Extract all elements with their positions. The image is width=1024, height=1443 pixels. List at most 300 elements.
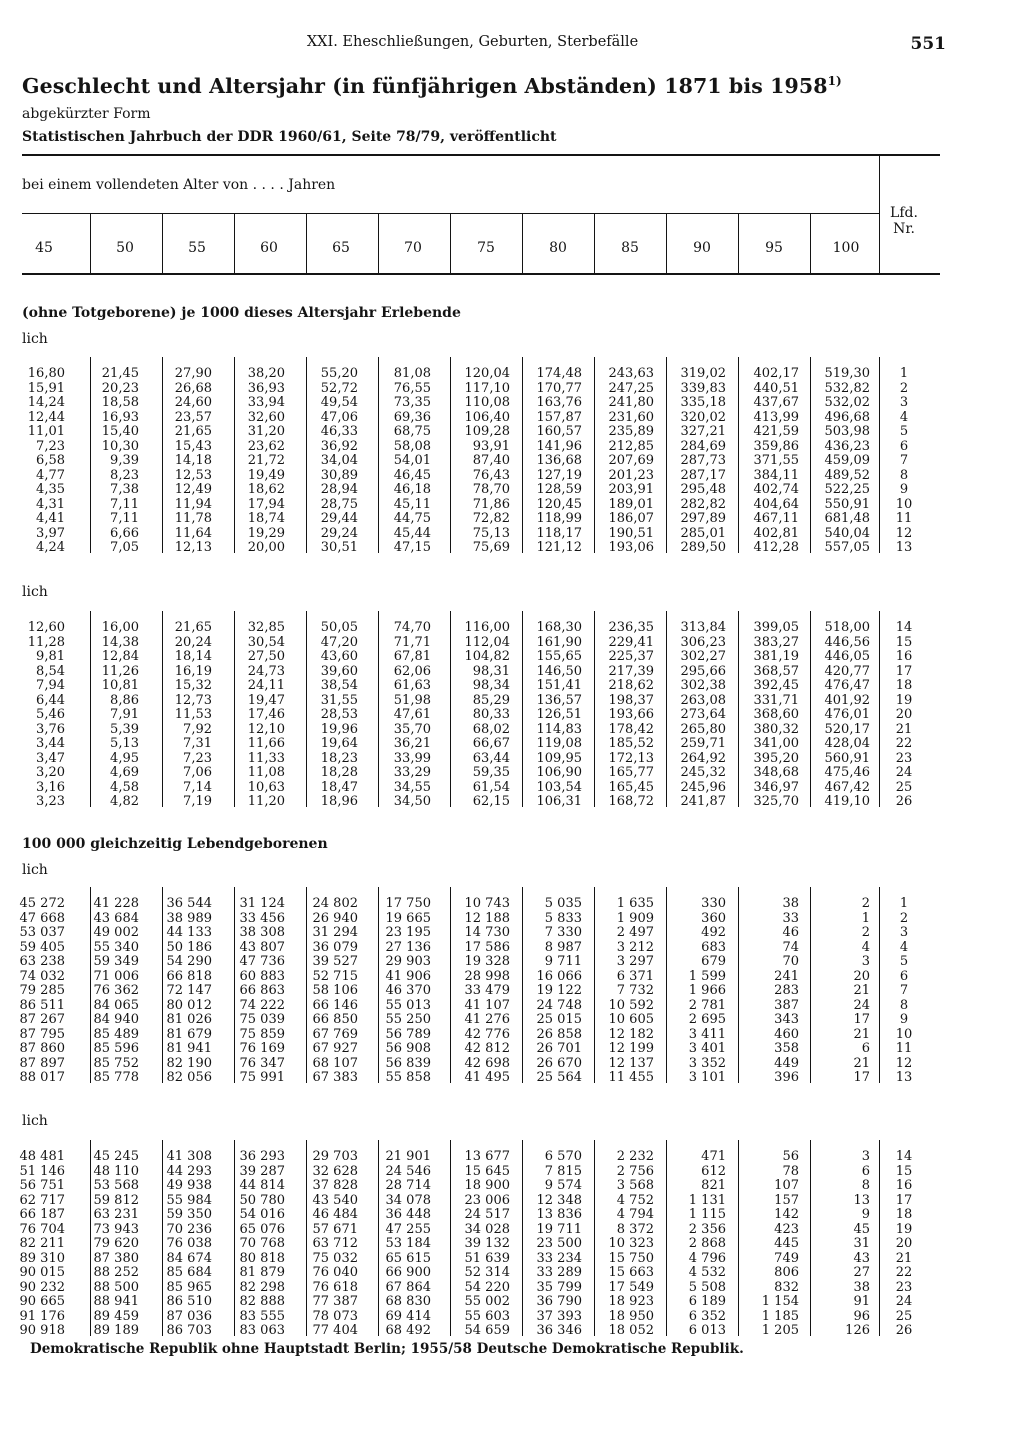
value-cell-age-70: 19 665	[385, 910, 431, 926]
row-number: 22	[895, 736, 913, 751]
value-cell-age-80: 114,83	[536, 721, 582, 737]
value-cell-age-100: 496,68	[824, 409, 870, 425]
value-cell-age-50: 85 752	[93, 1055, 139, 1071]
header-column-rule	[378, 214, 379, 274]
table-row	[0, 1266, 940, 1281]
value-cell-age-70: 68 492	[385, 1323, 431, 1338]
value-cell-age-55: 26,68	[174, 380, 212, 396]
table-row	[0, 1071, 940, 1086]
value-cell-age-70: 67 864	[385, 1279, 431, 1295]
value-cell-age-95: 445	[774, 1236, 799, 1251]
value-cell-age-75: 39 132	[464, 1236, 510, 1251]
value-cell-age-65: 36 079	[312, 939, 358, 955]
value-cell-age-90: 302,27	[680, 649, 726, 664]
value-cell-age-45: 12,60	[27, 620, 65, 635]
value-cell-age-55: 72 147	[166, 983, 212, 998]
value-cell-age-95: 371,55	[753, 453, 799, 468]
row-number: 8	[899, 467, 909, 483]
value-cell-age-60: 11,08	[247, 765, 285, 780]
value-cell-age-90: 5 508	[688, 1279, 726, 1295]
table-row	[0, 984, 940, 999]
value-cell-age-50: 89 459	[93, 1308, 139, 1324]
value-cell-age-95: 46	[782, 925, 799, 940]
value-cell-age-55: 12,73	[174, 692, 212, 708]
value-cell-age-85: 243,63	[608, 366, 654, 381]
value-cell-age-65: 39,60	[320, 663, 358, 679]
table-row	[0, 1013, 940, 1028]
value-cell-age-50: 49 002	[93, 925, 139, 940]
value-cell-age-75: 12 188	[464, 910, 510, 926]
table-row	[0, 955, 940, 970]
lfd-header-line1: Lfd.	[890, 205, 918, 221]
value-cell-age-85: 165,77	[608, 765, 654, 780]
value-cell-age-85: 231,60	[608, 409, 654, 425]
value-cell-age-80: 106,90	[536, 765, 582, 780]
value-cell-age-80: 109,95	[536, 750, 582, 766]
age-header-70: 70	[404, 240, 422, 256]
row-number: 26	[895, 794, 913, 809]
value-cell-age-60: 27,50	[247, 649, 285, 664]
value-cell-age-75: 87,40	[472, 453, 510, 468]
value-cell-age-100: 550,91	[824, 496, 870, 512]
table-row	[0, 941, 940, 956]
value-cell-age-80: 36 790	[536, 1294, 582, 1309]
value-cell-age-60: 11,33	[247, 750, 285, 766]
value-cell-age-70: 46,18	[393, 482, 431, 497]
value-cell-age-100: 9	[861, 1207, 870, 1222]
row-number: 14	[895, 620, 913, 635]
value-cell-age-80: 5 833	[544, 910, 582, 926]
row-number: 25	[895, 1308, 913, 1324]
value-cell-age-95: 359,86	[753, 438, 799, 454]
value-cell-age-55: 23,57	[174, 409, 212, 425]
age-header-95: 95	[765, 240, 783, 256]
table-row	[0, 766, 940, 781]
value-cell-age-80: 24 748	[536, 997, 582, 1013]
value-cell-age-80: 26 701	[536, 1041, 582, 1056]
value-cell-age-75: 41 107	[464, 997, 510, 1013]
lfd-header-line2: Nr.	[893, 221, 915, 237]
value-cell-age-100: 476,01	[824, 707, 870, 722]
row-number: 9	[899, 482, 909, 497]
value-cell-age-65: 38,54	[320, 678, 358, 693]
table-row	[0, 723, 940, 738]
value-cell-age-60: 75 039	[239, 1012, 285, 1027]
value-cell-age-95: 832	[774, 1279, 799, 1295]
table-row	[0, 1208, 940, 1223]
value-cell-age-50: 16,93	[101, 409, 139, 425]
value-cell-age-100: 21	[853, 1026, 870, 1042]
value-cell-age-85: 172,13	[608, 750, 654, 766]
value-cell-age-65: 67 927	[312, 1041, 358, 1056]
value-cell-age-65: 76 618	[312, 1279, 358, 1295]
value-cell-age-55: 7,14	[183, 779, 212, 795]
value-cell-age-90: 285,01	[680, 525, 726, 541]
value-cell-age-100: 532,82	[824, 380, 870, 396]
subtitle-source: Statistischen Jahrbuch der DDR 1960/61, Seite 78/79, veröffentlicht	[22, 129, 557, 145]
value-cell-age-80: 8 987	[544, 939, 582, 955]
table-row	[0, 795, 940, 810]
value-cell-age-60: 44 814	[239, 1178, 285, 1193]
table-row	[0, 621, 940, 636]
value-cell-age-75: 78,70	[472, 482, 510, 497]
value-cell-age-45: 3,20	[36, 765, 65, 780]
value-cell-age-90: 6 352	[688, 1308, 726, 1324]
header-column-rule	[90, 214, 91, 274]
value-cell-age-65: 55,20	[320, 366, 358, 381]
value-cell-age-65: 63 712	[312, 1236, 358, 1251]
value-cell-age-45: 63 238	[19, 954, 65, 969]
value-cell-age-65: 75 032	[312, 1250, 358, 1266]
value-cell-age-60: 70 768	[239, 1236, 285, 1251]
table-row	[0, 425, 940, 440]
value-cell-age-65: 58 106	[312, 983, 358, 998]
value-cell-age-100: 96	[853, 1308, 870, 1324]
value-cell-age-85: 2 232	[616, 1149, 654, 1164]
value-cell-age-55: 12,13	[174, 540, 212, 555]
value-cell-age-85: 4 794	[616, 1207, 654, 1222]
value-cell-age-85: 17 549	[608, 1279, 654, 1295]
value-cell-age-65: 77 404	[312, 1323, 358, 1338]
value-cell-age-60: 43 807	[239, 939, 285, 955]
value-cell-age-60: 39 287	[239, 1163, 285, 1179]
value-cell-age-55: 15,43	[174, 438, 212, 454]
value-cell-age-65: 18,96	[320, 794, 358, 809]
value-cell-age-45: 90 232	[19, 1279, 65, 1295]
value-cell-age-95: 1 185	[761, 1308, 799, 1324]
value-cell-age-95: 380,32	[753, 721, 799, 737]
value-cell-age-75: 106,40	[464, 409, 510, 425]
value-cell-age-50: 4,82	[110, 794, 139, 809]
value-cell-age-85: 12 199	[608, 1041, 654, 1056]
value-cell-age-45: 4,24	[36, 540, 65, 555]
value-cell-age-60: 81 879	[239, 1265, 285, 1280]
value-cell-age-75: 42 812	[464, 1041, 510, 1056]
value-cell-age-95: 412,28	[753, 540, 799, 555]
value-cell-age-55: 7,23	[183, 750, 212, 766]
row-number: 8	[899, 997, 909, 1013]
value-cell-age-70: 47,61	[393, 707, 431, 722]
value-cell-age-75: 18 900	[464, 1178, 510, 1193]
value-cell-age-70: 69 414	[385, 1308, 431, 1324]
row-number: 4	[899, 939, 909, 955]
lfd-column-rule	[879, 155, 880, 275]
value-cell-age-50: 7,05	[110, 540, 139, 555]
header-column-rule	[738, 214, 739, 274]
value-cell-age-95: 440,51	[753, 380, 799, 396]
value-cell-age-50: 15,40	[101, 424, 139, 439]
row-number: 20	[895, 1236, 913, 1251]
value-cell-age-85: 4 752	[616, 1192, 654, 1208]
value-cell-age-95: 806	[774, 1265, 799, 1280]
value-cell-age-80: 33 234	[536, 1250, 582, 1266]
value-cell-age-65: 18,23	[320, 750, 358, 766]
value-cell-age-60: 31,20	[247, 424, 285, 439]
table-row	[0, 411, 940, 426]
value-cell-age-80: 37 393	[536, 1308, 582, 1324]
row-number: 10	[895, 496, 913, 512]
header-rule-top	[22, 154, 940, 156]
value-cell-age-80: 23 500	[536, 1236, 582, 1251]
value-cell-age-95: 368,57	[753, 663, 799, 679]
value-cell-age-100: 8	[861, 1178, 870, 1193]
value-cell-age-65: 28,53	[320, 707, 358, 722]
value-cell-age-60: 32,85	[247, 620, 285, 635]
value-cell-age-100: 24	[853, 997, 870, 1013]
value-cell-age-90: 265,80	[680, 721, 726, 737]
table-row	[0, 527, 940, 542]
table-row	[0, 1324, 940, 1339]
value-cell-age-70: 62,06	[393, 663, 431, 679]
value-cell-age-75: 93,91	[472, 438, 510, 454]
table-row	[0, 650, 940, 665]
value-cell-age-50: 6,66	[110, 525, 139, 541]
value-cell-age-100: 522,25	[824, 482, 870, 497]
value-cell-age-100: 6	[861, 1041, 870, 1056]
value-cell-age-50: 71 006	[93, 968, 139, 984]
table-row	[0, 1028, 940, 1043]
header-column-rule	[450, 214, 451, 274]
table-row	[0, 1310, 940, 1325]
value-cell-age-95: 421,59	[753, 424, 799, 439]
value-cell-age-45: 90 015	[19, 1265, 65, 1280]
value-cell-age-95: 387	[774, 997, 799, 1013]
value-cell-age-85: 229,41	[608, 634, 654, 650]
footnote: Demokratische Republik ohne Hauptstadt Berlin; 1955/58 Deutsche Demokratische Republik.	[30, 1341, 744, 1357]
value-cell-age-55: 87 036	[166, 1308, 212, 1324]
value-cell-age-45: 89 310	[19, 1250, 65, 1266]
value-cell-age-45: 6,44	[36, 692, 65, 708]
value-cell-age-70: 71,71	[393, 634, 431, 650]
value-cell-age-65: 30,89	[320, 467, 358, 483]
table-row	[0, 454, 940, 469]
table-row	[0, 440, 940, 455]
value-cell-age-100: 38	[853, 1279, 870, 1295]
value-cell-age-90: 1 131	[688, 1192, 726, 1208]
value-cell-age-55: 27,90	[174, 366, 212, 381]
value-cell-age-65: 46 484	[312, 1207, 358, 1222]
value-cell-age-85: 1 909	[616, 910, 654, 926]
value-cell-age-90: 245,32	[680, 765, 726, 780]
value-cell-age-60: 36 293	[239, 1149, 285, 1164]
value-cell-age-100: 21	[853, 1055, 870, 1071]
value-cell-age-95: 341,00	[753, 736, 799, 751]
value-cell-age-70: 69,36	[393, 409, 431, 425]
value-cell-age-95: 78	[782, 1163, 799, 1179]
value-cell-age-90: 295,48	[680, 482, 726, 497]
value-cell-age-75: 62,15	[472, 794, 510, 809]
value-cell-age-50: 53 568	[93, 1178, 139, 1193]
table-row	[0, 970, 940, 985]
table-row	[0, 679, 940, 694]
value-cell-age-65: 34,04	[320, 453, 358, 468]
row-number: 20	[895, 707, 913, 722]
value-cell-age-80: 161,90	[536, 634, 582, 650]
value-cell-age-60: 17,46	[247, 707, 285, 722]
value-cell-age-45: 48 481	[19, 1149, 65, 1164]
value-cell-age-75: 52 314	[464, 1265, 510, 1280]
value-cell-age-100: 532,02	[824, 395, 870, 410]
value-cell-age-100: 126	[845, 1323, 870, 1338]
value-cell-age-60: 11,66	[247, 736, 285, 751]
value-cell-age-90: 821	[701, 1178, 726, 1193]
value-cell-age-75: 71,86	[472, 496, 510, 512]
value-cell-age-65: 29,24	[320, 525, 358, 541]
value-cell-age-60: 33,94	[247, 395, 285, 410]
value-cell-age-75: 75,13	[472, 525, 510, 541]
table-row	[0, 1295, 940, 1310]
survivors-male-label: lich	[22, 862, 48, 878]
value-cell-age-65: 28,94	[320, 482, 358, 497]
value-cell-age-65: 52 715	[312, 968, 358, 984]
value-cell-age-75: 85,29	[472, 692, 510, 708]
value-cell-age-90: 295,66	[680, 663, 726, 679]
value-cell-age-45: 4,41	[36, 511, 65, 526]
value-cell-age-65: 39 527	[312, 954, 358, 969]
value-cell-age-75: 75,69	[472, 540, 510, 555]
table-row	[0, 1281, 940, 1296]
value-cell-age-60: 60 883	[239, 968, 285, 984]
rates-male-label: lich	[22, 331, 48, 347]
value-cell-age-80: 157,87	[536, 409, 582, 425]
value-cell-age-80: 118,99	[536, 511, 582, 526]
value-cell-age-55: 16,19	[174, 663, 212, 679]
value-cell-age-60: 75 991	[239, 1070, 285, 1085]
value-cell-age-45: 87 897	[19, 1055, 65, 1071]
value-cell-age-80: 136,57	[536, 692, 582, 708]
value-cell-age-95: 358	[774, 1041, 799, 1056]
header-column-rule	[594, 214, 595, 274]
value-cell-age-90: 302,38	[680, 678, 726, 693]
value-cell-age-100: 21	[853, 983, 870, 998]
age-header-90: 90	[693, 240, 711, 256]
value-cell-age-95: 399,05	[753, 620, 799, 635]
value-cell-age-50: 5,39	[110, 721, 139, 737]
value-cell-age-65: 30,51	[320, 540, 358, 555]
value-cell-age-55: 76 038	[166, 1236, 212, 1251]
row-number: 25	[895, 779, 913, 795]
value-cell-age-80: 5 035	[544, 896, 582, 911]
value-cell-age-55: 70 236	[166, 1221, 212, 1237]
value-cell-age-45: 3,97	[36, 525, 65, 541]
value-cell-age-85: 178,42	[608, 721, 654, 737]
value-cell-age-85: 15 663	[608, 1265, 654, 1280]
value-cell-age-80: 127,19	[536, 467, 582, 483]
value-cell-age-75: 33 479	[464, 983, 510, 998]
value-cell-age-55: 86 510	[166, 1294, 212, 1309]
value-cell-age-60: 65 076	[239, 1221, 285, 1237]
value-cell-age-50: 4,58	[110, 779, 139, 795]
value-cell-age-75: 24 517	[464, 1207, 510, 1222]
value-cell-age-80: 151,41	[536, 678, 582, 693]
value-cell-age-60: 36,93	[247, 380, 285, 396]
value-cell-age-85: 3 568	[616, 1178, 654, 1193]
row-number: 16	[895, 1178, 913, 1193]
value-cell-age-60: 23,62	[247, 438, 285, 454]
value-cell-age-90: 1 115	[688, 1207, 726, 1222]
table-row	[0, 1150, 940, 1165]
value-cell-age-70: 36 448	[385, 1207, 431, 1222]
row-number: 2	[899, 910, 909, 926]
value-cell-age-70: 24 546	[385, 1163, 431, 1179]
table-row	[0, 694, 940, 709]
row-number: 21	[895, 721, 913, 737]
value-cell-age-55: 54 290	[166, 954, 212, 969]
value-cell-age-75: 42 698	[464, 1055, 510, 1071]
value-cell-age-95: 142	[774, 1207, 799, 1222]
value-cell-age-85: 3 212	[616, 939, 654, 955]
rates-female-label: lich	[22, 584, 48, 600]
value-cell-age-45: 87 267	[19, 1012, 65, 1027]
survivors-female-label: lich	[22, 1113, 48, 1129]
table-row	[0, 483, 940, 498]
row-number: 11	[895, 1041, 913, 1056]
value-cell-age-75: 28 998	[464, 968, 510, 984]
header-column-rule	[666, 214, 667, 274]
value-cell-age-55: 21,65	[174, 424, 212, 439]
row-number: 6	[899, 438, 909, 454]
value-cell-age-75: 98,34	[472, 678, 510, 693]
header-column-rule	[162, 214, 163, 274]
value-cell-age-55: 7,19	[183, 794, 212, 809]
value-cell-age-90: 313,84	[680, 620, 726, 635]
table-row	[0, 396, 940, 411]
value-cell-age-70: 29 903	[385, 954, 431, 969]
value-cell-age-65: 77 387	[312, 1294, 358, 1309]
value-cell-age-100: 557,05	[824, 540, 870, 555]
value-cell-age-85: 190,51	[608, 525, 654, 541]
value-cell-age-85: 189,01	[608, 496, 654, 512]
value-cell-age-65: 43 540	[312, 1192, 358, 1208]
value-cell-age-70: 54,01	[393, 453, 431, 468]
value-cell-age-100: 540,04	[824, 525, 870, 541]
value-cell-age-75: 23 006	[464, 1192, 510, 1208]
table-row	[0, 1252, 940, 1267]
value-cell-age-55: 49 938	[166, 1178, 212, 1193]
value-cell-age-70: 47 255	[385, 1221, 431, 1237]
value-cell-age-65: 19,64	[320, 736, 358, 751]
value-cell-age-60: 38 308	[239, 925, 285, 940]
value-cell-age-55: 81 026	[166, 1012, 212, 1027]
table-row	[0, 382, 940, 397]
value-cell-age-55: 20,24	[174, 634, 212, 650]
value-cell-age-45: 9,81	[36, 649, 65, 664]
value-cell-age-60: 30,54	[247, 634, 285, 650]
value-cell-age-65: 76 040	[312, 1265, 358, 1280]
table-row	[0, 498, 940, 513]
value-cell-age-50: 7,11	[110, 496, 139, 512]
value-cell-age-60: 83 063	[239, 1323, 285, 1338]
value-cell-age-70: 55 013	[385, 997, 431, 1013]
value-cell-age-55: 82 056	[166, 1070, 212, 1085]
row-number: 13	[895, 1070, 913, 1085]
value-cell-age-75: 41 495	[464, 1070, 510, 1085]
value-cell-age-70: 56 789	[385, 1026, 431, 1042]
value-cell-age-60: 24,11	[247, 678, 285, 693]
value-cell-age-50: 4,95	[110, 750, 139, 766]
value-cell-age-75: 112,04	[464, 634, 510, 650]
value-cell-age-90: 289,50	[680, 540, 726, 555]
value-cell-age-70: 68 830	[385, 1294, 431, 1309]
value-cell-age-50: 21,45	[101, 366, 139, 381]
row-number: 18	[895, 678, 913, 693]
value-cell-age-95: 449	[774, 1055, 799, 1071]
value-cell-age-50: 10,30	[101, 438, 139, 454]
value-cell-age-55: 38 989	[166, 910, 212, 926]
value-cell-age-90: 245,96	[680, 779, 726, 795]
value-cell-age-85: 10 323	[608, 1236, 654, 1251]
value-cell-age-50: 63 231	[93, 1207, 139, 1222]
